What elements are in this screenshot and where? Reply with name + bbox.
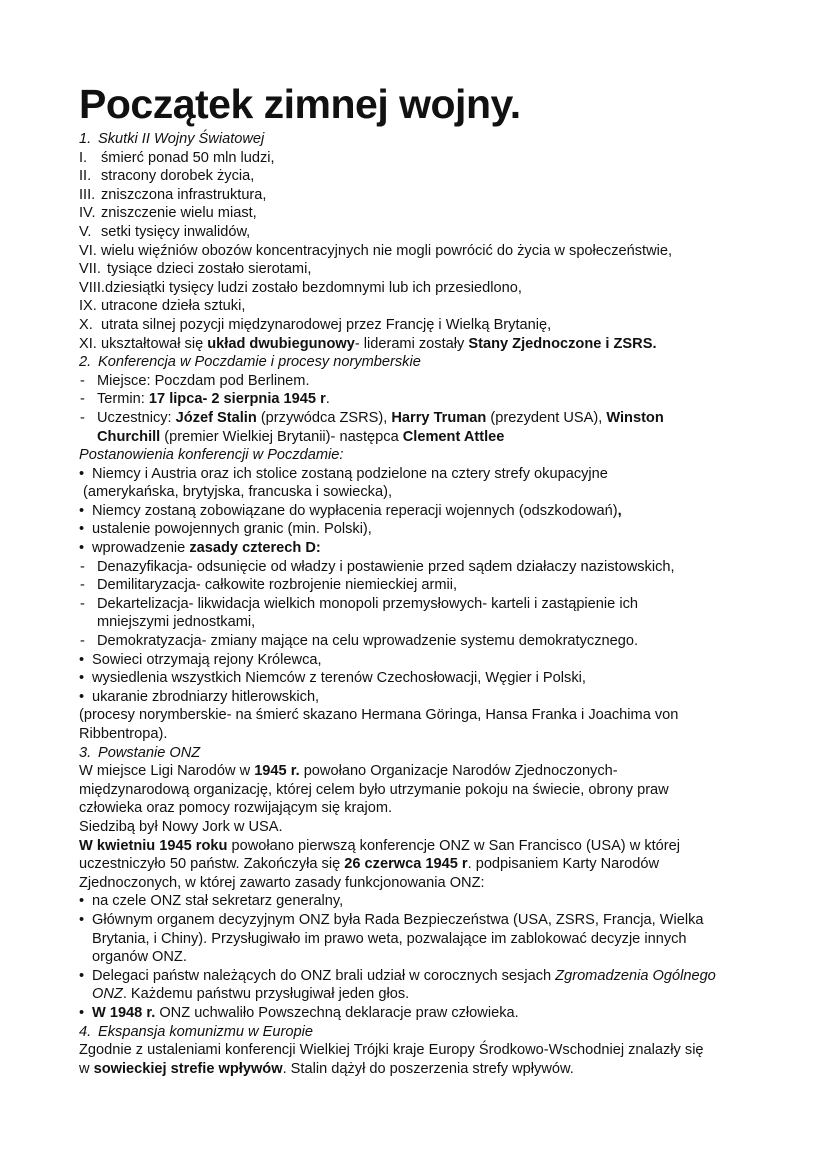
list-item: • na czele ONZ stał sekretarz generalny, (79, 893, 344, 910)
list-item: • Niemcy i Austria oraz ich stolice zostaną podzielone na cztery strefy okupacyjne (79, 465, 608, 482)
bullet-marker: • (79, 651, 85, 668)
list-item: • wprowadzenie zasady czterech D: (79, 540, 321, 557)
section-number: 2. (79, 354, 92, 371)
list-item: - Demokratyzacja- zmiany mające na celu wprowadzenie systemu demokratycznego. (80, 633, 639, 650)
list-item: VIII. dziesiątki tysięcy ludzi zostało bezdomnymi lub ich przesiedlono, (79, 279, 522, 296)
section-number: 3. (79, 744, 92, 761)
dash-marker: - (80, 558, 85, 575)
list-item: V. setki tysięcy inwalidów, (79, 223, 251, 240)
list-item: - Termin: 17 lipca- 2 sierpnia 1945 r. (80, 391, 330, 408)
list-item: • ukaranie zbrodniarzy hitlerowskich, (79, 688, 320, 705)
bullet-marker: • (79, 911, 85, 928)
list-item: IX. utracone dzieła sztuki, (79, 298, 246, 315)
dash-marker: - (80, 595, 85, 612)
paragraph: Ribbentropa). (79, 726, 168, 742)
bullet-marker: • (79, 1004, 85, 1021)
bullet-marker: • (79, 670, 85, 687)
paragraph: W kwietniu 1945 roku powołano pierwszą konferencje ONZ w San Francisco (USA) w której (79, 837, 680, 854)
dash-marker: - (80, 372, 85, 389)
paragraph: uczestniczyło 50 państw. Zakończyła się 26 czerwca 1945 r. podpisaniem Karty Narodów (79, 856, 660, 873)
bullet-marker: • (79, 893, 85, 910)
section-1-heading (79, 130, 759, 149)
list-item-continuation: (amerykańska, brytyjska, francuska i sowiecka), (83, 484, 392, 501)
list-item-continuation: Brytania, i Chiny). Przysługiwało im prawo weta, pozwalające im zablokować decyzje innych (92, 930, 687, 947)
list-item: • W 1948 r. ONZ uchwaliło Powszechną deklaracje praw człowieka. (79, 1004, 519, 1021)
list-item: • Niemcy zostaną zobowiązane do wypłacenia reperacji wojennych (odszkodowań), (79, 502, 622, 519)
section-title: Konferencja w Poczdamie i procesy norymberskie (98, 354, 421, 371)
bullet-marker: • (79, 502, 85, 519)
effects-list (79, 149, 759, 354)
section-2-heading (79, 353, 759, 372)
list-item: XI. ukształtował się układ dwubiegunowy- liderami zostały Stany Zjednoczone i ZSRS. (79, 335, 657, 352)
list-item: VI. wielu więźniów obozów koncentracyjnych nie mogli powrócić do życia w społeczeństwie, (79, 242, 673, 259)
bullet-marker: • (79, 465, 85, 482)
bullet-marker: • (79, 521, 85, 538)
dash-marker: - (80, 633, 85, 650)
document-page (79, 78, 759, 1078)
dash-marker: - (80, 577, 85, 594)
section-title: Skutki II Wojny Światowej (98, 131, 265, 147)
list-item: • ustalenie powojennych granic (min. Polski), (79, 521, 372, 538)
list-item: - Dekartelizacja- likwidacja wielkich monopoli przemysłowych- karteli i zastąpienie ich (80, 595, 638, 612)
paragraph: w sowieckiej strefie wpływów. Stalin dążył do poszerzenia strefy wpływów. (79, 1060, 574, 1077)
list-item: - Miejsce: Poczdam pod Berlinem. (80, 372, 310, 389)
list-item-continuation: Churchill (premier Wielkiej Brytanii)- następca Clement Attlee (97, 428, 505, 445)
paragraph: W miejsce Ligi Narodów w 1945 r. powołano Organizacje Narodów Zjednoczonych- (79, 763, 618, 780)
dash-marker: - (80, 409, 85, 426)
list-item: IV. zniszczenie wielu miast, (79, 205, 257, 222)
list-item: VII. tysiące dzieci zostało sierotami, (79, 261, 312, 278)
section-number: 4. (79, 1023, 92, 1040)
list-item: • wysiedlenia wszystkich Niemców z terenów Czechosłowacji, Węgier i Polski, (79, 670, 586, 687)
dash-marker: - (80, 391, 85, 408)
list-item-continuation: ONZ. Każdemu państwu przysługiwał jeden głos. (92, 986, 410, 1003)
list-item: • Sowieci otrzymają rejony Królewca, (79, 651, 322, 668)
section-title: Powstanie ONZ (98, 744, 201, 761)
paragraph: międzynarodową organizację, której celem było utrzymanie pokoju na świecie, obrony praw (79, 781, 669, 798)
list-item: - Denazyfikacja- odsunięcie od władzy i postawienie przed sądem działaczy nazistowskich, (80, 558, 675, 575)
section-3-heading (79, 744, 759, 763)
page-title: Początek zimnej wojny. (79, 81, 521, 127)
list-item: I. śmierć ponad 50 mln ludzi, (79, 149, 275, 166)
list-item: - Uczestnicy: Józef Stalin (przywódca ZSRS), Harry Truman (prezydent USA), Winston (80, 409, 664, 426)
paragraph: Siedzibą był Nowy Jork w USA. (79, 818, 283, 835)
section-title: Ekspansja komunizmu w Europie (98, 1023, 313, 1040)
list-item: II. stracony dorobek życia, (79, 168, 255, 185)
list-item: - Demilitaryzacja- całkowite rozbrojenie niemieckiej armii, (80, 577, 458, 594)
list-item: III. zniszczona infrastruktura, (79, 186, 267, 203)
paragraph: człowieka oraz pomocy rozwijającym się krajom. (79, 800, 393, 817)
list-item: X. utrata silnej pozycji międzynarodowej przez Francję i Wielką Brytanię, (79, 316, 552, 333)
bullet-marker: • (79, 540, 85, 557)
bullet-marker: • (79, 967, 85, 984)
section-4-heading (79, 1023, 759, 1042)
list-item-continuation: mniejszymi jednostkami, (97, 614, 256, 631)
list-item: • Głównym organem decyzyjnym ONZ była Rada Bezpieczeństwa (USA, ZSRS, Francja, Wielka (79, 911, 704, 928)
paragraph: Zjednoczonych, w której zawarto zasady funkcjonowania ONZ: (79, 874, 485, 891)
subheading: Postanowienia konferencji w Poczdamie: (79, 447, 344, 464)
paragraph: (procesy norymberskie- na śmierć skazano Hermana Göringa, Hansa Franka i Joachima von (79, 707, 679, 724)
bullet-marker: • (79, 688, 85, 705)
paragraph: Zgodnie z ustaleniami konferencji Wielkiej Trójki kraje Europy Środkowo-Wschodniej znalazły się (79, 1042, 704, 1059)
section-number: 1. (79, 131, 92, 147)
list-item-continuation: organów ONZ. (92, 949, 187, 966)
list-item: • Delegaci państw należących do ONZ brali udział w corocznych sesjach Zgromadzenia Ogólnego (79, 967, 716, 984)
